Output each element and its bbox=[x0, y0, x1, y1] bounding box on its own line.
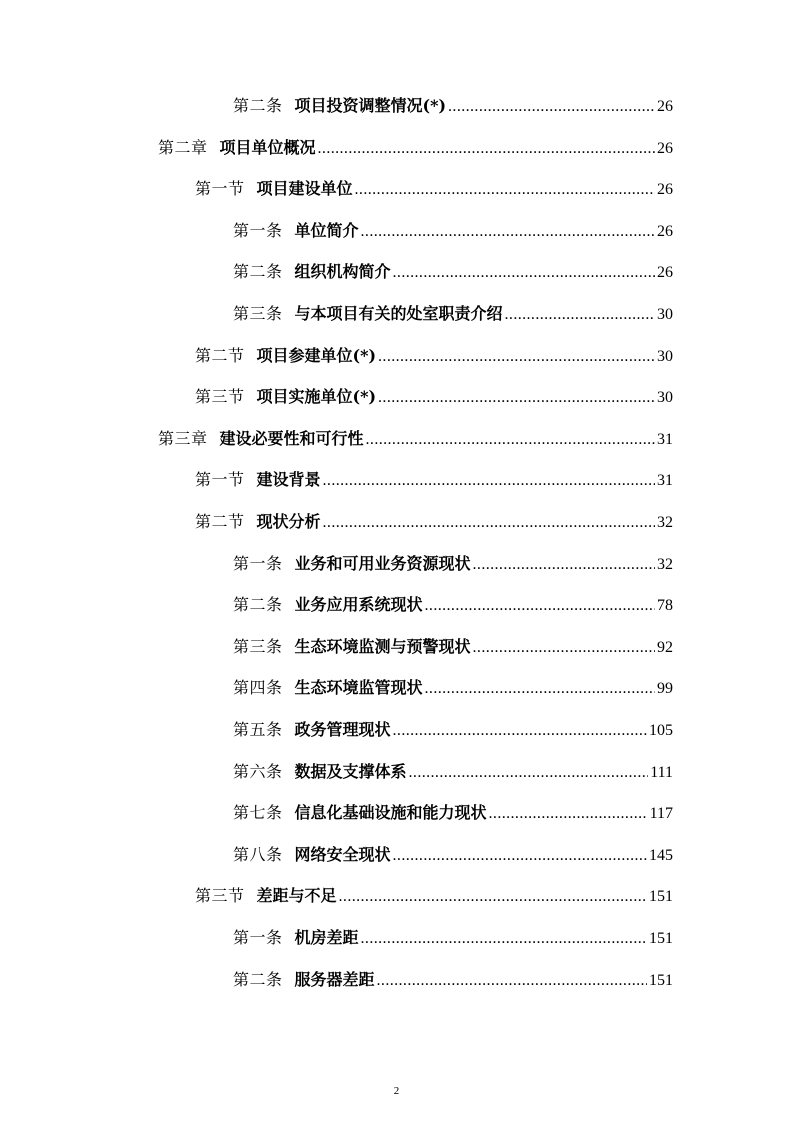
toc-entry-number: 第三章 bbox=[158, 428, 208, 448]
toc-entry-title: 现状分析 bbox=[256, 512, 321, 531]
toc-dot-leader bbox=[377, 966, 647, 996]
toc-entry-label bbox=[195, 881, 337, 911]
toc-entry-label bbox=[233, 715, 391, 745]
toc-entry-title: 组织机构简介 bbox=[294, 262, 391, 282]
toc-entry[interactable] bbox=[195, 507, 673, 537]
toc-entry[interactable] bbox=[195, 881, 673, 911]
toc-entry-page: 30 bbox=[657, 389, 673, 407]
toc-entry-number: 第二条 bbox=[233, 262, 283, 282]
toc-entry[interactable] bbox=[233, 590, 673, 620]
toc-entry-label bbox=[233, 549, 471, 579]
toc-entry-number: 第六条 bbox=[233, 761, 283, 781]
toc-entry-label bbox=[195, 465, 321, 495]
toc-entry[interactable] bbox=[233, 840, 673, 870]
toc-entry-title: 建设必要性和可行性 bbox=[219, 428, 364, 448]
toc-entry-number: 第一节 bbox=[195, 470, 245, 490]
toc-dot-leader bbox=[378, 383, 655, 413]
toc-entry-title: 服务器差距 bbox=[294, 969, 375, 989]
toc-dot-leader bbox=[355, 175, 655, 205]
toc-entry-number: 第三节 bbox=[195, 387, 245, 407]
toc-entry-number: 第二节 bbox=[195, 345, 245, 365]
toc-dot-leader bbox=[425, 591, 655, 621]
toc-entry-page: 117 bbox=[649, 805, 673, 823]
toc-entry-page: 31 bbox=[657, 472, 673, 490]
toc-entry[interactable] bbox=[233, 965, 673, 995]
toc-entry-page: 78 bbox=[657, 597, 673, 615]
toc-entry-page: 26 bbox=[657, 181, 673, 199]
toc-entry-title: 业务和可用业务资源现状 bbox=[294, 553, 471, 573]
toc-entry[interactable] bbox=[233, 299, 673, 329]
toc-entry-number: 第三节 bbox=[195, 886, 245, 906]
toc-entry-label bbox=[195, 507, 321, 537]
toc-entry-number: 第三条 bbox=[233, 304, 283, 323]
toc-entry-page: 26 bbox=[657, 222, 673, 240]
toc-entry[interactable] bbox=[233, 798, 673, 828]
toc-dot-leader bbox=[393, 258, 655, 288]
toc-entry-number: 第四条 bbox=[233, 678, 283, 698]
toc-entry-page: 30 bbox=[657, 347, 673, 365]
toc-entry[interactable] bbox=[233, 257, 673, 287]
toc-entry-label bbox=[233, 632, 471, 662]
toc-entry-title: 项目投资调整情况(*) bbox=[294, 96, 447, 115]
toc-entry-page: 30 bbox=[657, 306, 673, 323]
toc-entry-label bbox=[233, 257, 391, 287]
toc-entry[interactable] bbox=[233, 923, 673, 953]
toc-entry[interactable] bbox=[195, 382, 673, 412]
toc-entry[interactable] bbox=[233, 715, 673, 745]
toc-entry-number: 第一条 bbox=[233, 220, 283, 240]
toc-entry-label bbox=[233, 216, 359, 246]
toc-entry-number: 第一条 bbox=[233, 928, 283, 947]
toc-dot-leader bbox=[409, 758, 649, 788]
toc-dot-leader bbox=[473, 550, 655, 580]
page-number: 2 bbox=[393, 1085, 400, 1097]
toc-entry-label bbox=[233, 673, 423, 703]
toc-entry-page: 105 bbox=[649, 722, 673, 739]
toc-entry-title: 项目实施单位(*) bbox=[256, 387, 377, 407]
toc-entry-number: 第二节 bbox=[195, 512, 245, 531]
toc-entry-label bbox=[233, 757, 407, 787]
toc-dot-leader bbox=[425, 674, 655, 704]
toc-dot-leader bbox=[361, 924, 647, 954]
toc-entry-number: 第二条 bbox=[233, 595, 283, 615]
toc-dot-leader bbox=[393, 841, 647, 871]
toc-entry[interactable] bbox=[233, 632, 673, 662]
toc-dot-leader bbox=[393, 716, 647, 746]
toc-dot-leader bbox=[378, 342, 655, 372]
toc-dot-leader bbox=[323, 466, 655, 496]
toc-entry[interactable] bbox=[233, 91, 673, 121]
toc-dot-leader bbox=[318, 134, 655, 164]
toc-entry[interactable] bbox=[233, 549, 673, 579]
toc-entry-title: 单位简介 bbox=[294, 220, 359, 240]
toc-entry-page: 26 bbox=[657, 98, 673, 115]
toc-dot-leader bbox=[505, 300, 655, 330]
toc-entry-title: 数据及支撑体系 bbox=[294, 761, 407, 781]
toc-entry-page: 99 bbox=[657, 680, 673, 698]
toc-entry-label bbox=[233, 840, 391, 870]
toc-dot-leader bbox=[448, 92, 655, 122]
toc-entry-page: 31 bbox=[657, 430, 673, 448]
toc-entry-page: 151 bbox=[649, 888, 673, 906]
toc-entry-label bbox=[158, 133, 316, 163]
toc-entry-page: 151 bbox=[649, 930, 673, 947]
toc-entry-page: 92 bbox=[657, 638, 673, 656]
toc-entry-title: 政务管理现状 bbox=[294, 720, 391, 739]
toc-entry-number: 第五条 bbox=[233, 720, 283, 739]
toc-entry-number: 第三条 bbox=[233, 636, 283, 656]
toc-entry[interactable] bbox=[195, 174, 673, 204]
toc-entry-title: 网络安全现状 bbox=[294, 844, 391, 864]
toc-entry[interactable] bbox=[195, 465, 673, 495]
toc-dot-leader bbox=[489, 799, 648, 829]
toc-entry-title: 项目单位概况 bbox=[219, 137, 316, 157]
toc-dot-leader bbox=[473, 633, 655, 663]
toc-entry-title: 生态环境监管现状 bbox=[294, 678, 423, 698]
toc-entry-page: 145 bbox=[649, 846, 673, 864]
toc-entry-label bbox=[233, 965, 375, 995]
toc-entry-number: 第二条 bbox=[233, 969, 283, 989]
toc-entry-label bbox=[233, 590, 423, 620]
toc-dot-leader bbox=[339, 882, 647, 912]
toc-dot-leader bbox=[366, 425, 655, 455]
toc-entry[interactable] bbox=[233, 757, 673, 787]
toc-entry-number: 第二条 bbox=[233, 96, 283, 115]
toc-entry-number: 第一条 bbox=[233, 553, 283, 573]
toc-entry-label bbox=[233, 923, 359, 953]
toc-entry-title: 机房差距 bbox=[294, 928, 359, 947]
toc-entry-title: 生态环境监测与预警现状 bbox=[294, 636, 471, 656]
toc-entry-title: 项目参建单位(*) bbox=[256, 345, 377, 365]
toc-entry-page: 26 bbox=[657, 264, 673, 282]
toc-entry-page: 32 bbox=[657, 555, 673, 573]
toc-entry-label bbox=[195, 174, 353, 204]
toc-dot-leader bbox=[361, 217, 655, 247]
toc-entry-page: 111 bbox=[650, 763, 673, 781]
toc-entry-page: 32 bbox=[657, 514, 673, 531]
toc-entry-page: 26 bbox=[657, 139, 673, 157]
toc-entry-title: 业务应用系统现状 bbox=[294, 595, 423, 615]
toc-entry-page: 151 bbox=[649, 971, 673, 989]
toc-entry-label bbox=[195, 382, 376, 412]
toc-entry[interactable] bbox=[158, 133, 673, 163]
toc-entry-title: 建设背景 bbox=[256, 470, 321, 490]
toc-entry-number: 第八条 bbox=[233, 844, 283, 864]
toc-entry[interactable] bbox=[158, 424, 673, 454]
toc-entry-label bbox=[233, 91, 446, 121]
toc-entry-title: 与本项目有关的处室职责介绍 bbox=[294, 304, 503, 323]
toc-entry[interactable] bbox=[195, 341, 673, 371]
toc-entry-label bbox=[195, 341, 376, 371]
toc-dot-leader bbox=[323, 508, 655, 538]
toc-entry-label bbox=[233, 798, 487, 828]
toc-entry[interactable] bbox=[233, 673, 673, 703]
toc-entry-number: 第七条 bbox=[233, 803, 283, 823]
toc-entry-title: 差距与不足 bbox=[256, 886, 337, 906]
toc-entry-number: 第一节 bbox=[195, 179, 245, 199]
toc-entry-label bbox=[158, 424, 364, 454]
toc-entry[interactable] bbox=[233, 216, 673, 246]
toc-entry-title: 项目建设单位 bbox=[256, 179, 353, 199]
toc-entry-title: 信息化基础设施和能力现状 bbox=[294, 803, 487, 823]
toc-entry-number: 第二章 bbox=[158, 137, 208, 157]
toc-entry-label bbox=[233, 299, 503, 329]
